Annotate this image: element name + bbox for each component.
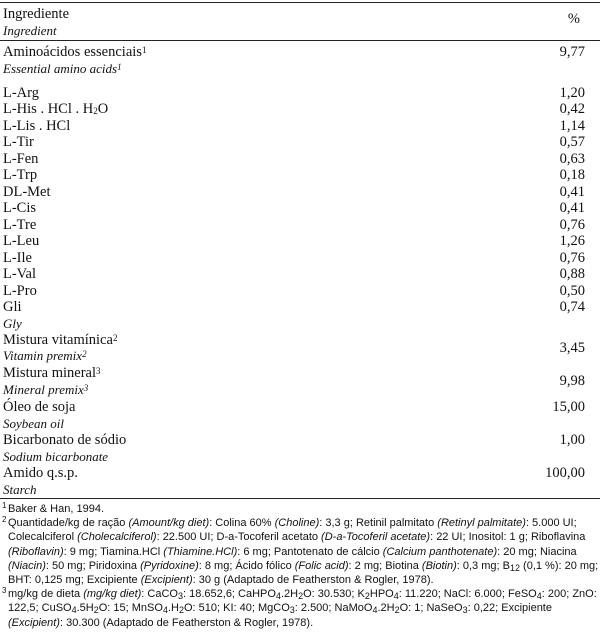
table-row: [0, 364, 600, 389]
ingredient-percent: 9,77: [559, 44, 585, 60]
table-row: [0, 133, 600, 151]
ingredient-name-en: Essential amino acids$^1$: [3, 61, 122, 76]
ingredient-percent: 9,98: [559, 373, 585, 389]
ingredient-percent: 0,42: [559, 101, 585, 117]
ingredient-percent: 0,57: [559, 134, 585, 150]
table-row: [0, 298, 600, 316]
header-row-en: [0, 22, 600, 40]
table-row-en: [0, 347, 600, 365]
ingredient-percent: 0,41: [559, 184, 585, 200]
ingredient-percent: 0,76: [559, 250, 585, 266]
header-rule: [0, 40, 600, 41]
table-row: [0, 464, 600, 482]
ingredient-name: L-Tir: [3, 134, 34, 150]
ingredient-percent: 0,41: [559, 200, 585, 216]
header-row: [0, 5, 600, 27]
table-row: [0, 43, 600, 61]
ingredient-name-en: Mineral premix$^3$: [3, 382, 89, 397]
ingredient-name: DL-Met: [3, 184, 51, 200]
ingredient-percent: 15,00: [552, 399, 585, 415]
table-row: [0, 100, 600, 118]
table-row-en: [0, 60, 600, 78]
ingredient-name: Mistura mineral$^3$: [3, 365, 101, 381]
ingredient-percent: 0,18: [559, 167, 585, 183]
ingredient-name: Mistura vitamínica$^2$: [3, 332, 118, 348]
ingredient-name: L-Cis: [3, 200, 37, 216]
ingredient-name-en: Sodium bicarbonate: [3, 449, 109, 464]
footnote-3: 3 mg/kg de dieta (mg/kg diet): CaCO$_3$: 18.652,6; $CaHPO_4.2H_2O$: 30.530; $K_2HPO_4$: 11.220; NaCl: 6.000; FeSO$_4$: 200; ZnO: 122,5; $CuSO_4.5H_2O$: 15; $MnSO_4.H_2O$: 510; KI: 40; MgCO$_3$: 2.500; $NaMoO_4.2H_2O$: 1; NaSeO$_3$: 0,22; Excipiente (Excipient): 30.300 (Adaptado de Featherston & Rogler, 1978).: [2, 586, 597, 629]
ingredient-percent: 100,00: [545, 465, 585, 481]
ingredient-name-en: Soybean oil: [3, 416, 65, 431]
header-percent: %: [567, 11, 580, 27]
ingredient-percent: 1,26: [559, 233, 585, 249]
ingredient-percent: 1,14: [559, 118, 585, 134]
table-row: [0, 232, 600, 250]
ingredient-name: L-Tre: [3, 217, 37, 233]
ingredient-name: L-Pro: [3, 283, 37, 299]
table-row-en: [0, 381, 600, 399]
ingredient-name: Aminoácidos essenciais$^1$: [3, 44, 147, 60]
ingredient-name: L-Trp: [3, 167, 38, 183]
ingredient-name: L-Leu: [3, 233, 40, 249]
ingredient-name: L-Fen: [3, 151, 39, 167]
ingredient-name: L-Lis . HCl: [3, 118, 71, 134]
ingredient-percent: 0,88: [559, 266, 585, 282]
header-ingredient-en: Ingredient: [3, 23, 57, 38]
table-row: [0, 265, 600, 283]
footnote-1: 1 Baker & Han, 1994.: [2, 501, 105, 515]
ingredient-name-en: Gly: [3, 316, 22, 331]
ingredient-name-en: Starch: [3, 482, 37, 497]
bottom-rule: [0, 498, 600, 499]
ingredient-name: L-Ile: [3, 250, 32, 266]
ingredient-percent: 0,76: [559, 217, 585, 233]
top-rule: [0, 2, 600, 3]
ingredient-percent: 1,20: [559, 85, 585, 101]
ingredient-name: L-Val: [3, 266, 37, 282]
ingredient-percent: 0,63: [559, 151, 585, 167]
ingredient-name: Gli: [3, 299, 22, 315]
ingredient-percent: 0,74: [559, 299, 585, 315]
table-row-en: [0, 481, 600, 499]
footnote-2: 2 Quantidade/kg de ração (Amount/kg diet): Colina 60% (Choline): 3,3 g; Retinil palmitato (Retinyl palmitate): 5.000 UI; Colecalciferol (Cholecalciferol): 22.500 UI; D-a-Tocoferil acetato (D-a-Tocoferil acetate): 22 UI; Inositol: 1 g; Riboflavina (Riboflavin): 9 mg; Tiamina.HCl (Thiamine.HCl): 6 mg; Pantotenato de cálcio (Calcium panthotenate): 20 mg; Niacina (Niacin): 50 mg; Piridoxina (Pyridoxine): 8 mg; Ácido fólico (Folic acid): 2 mg; Biotina (Biotin): 0,3 mg; $B_{12}$ (0,1 %): 20 mg; BHT: 0,125 mg; Excipiente (Excipient): 30 g (Adaptado de Featherston & Rogler, 1978).: [2, 515, 599, 587]
table-row: [0, 166, 600, 184]
ingredient-percent: 1,00: [559, 432, 585, 448]
ingredient-name: Óleo de soja: [3, 399, 76, 415]
ingredient-name-en: Vitamin premix$^2$: [3, 348, 87, 363]
ingredient-name: Amido q.s.p.: [3, 465, 78, 481]
header-ingredient-pt: Ingrediente: [3, 6, 70, 22]
ingredient-name: L-His . HCl . $H_2O$: [3, 101, 109, 117]
table-row: [0, 199, 600, 217]
ingredient-name: L-Arg: [3, 85, 39, 101]
table-footnotes: [0, 502, 600, 630]
table-row: [0, 398, 600, 416]
ingredient-name: Bicarbonato de sódio: [3, 432, 127, 448]
ingredient-percent: 0,50: [559, 283, 585, 299]
ingredient-percent: 3,45: [559, 340, 585, 356]
table-row: [0, 431, 600, 449]
